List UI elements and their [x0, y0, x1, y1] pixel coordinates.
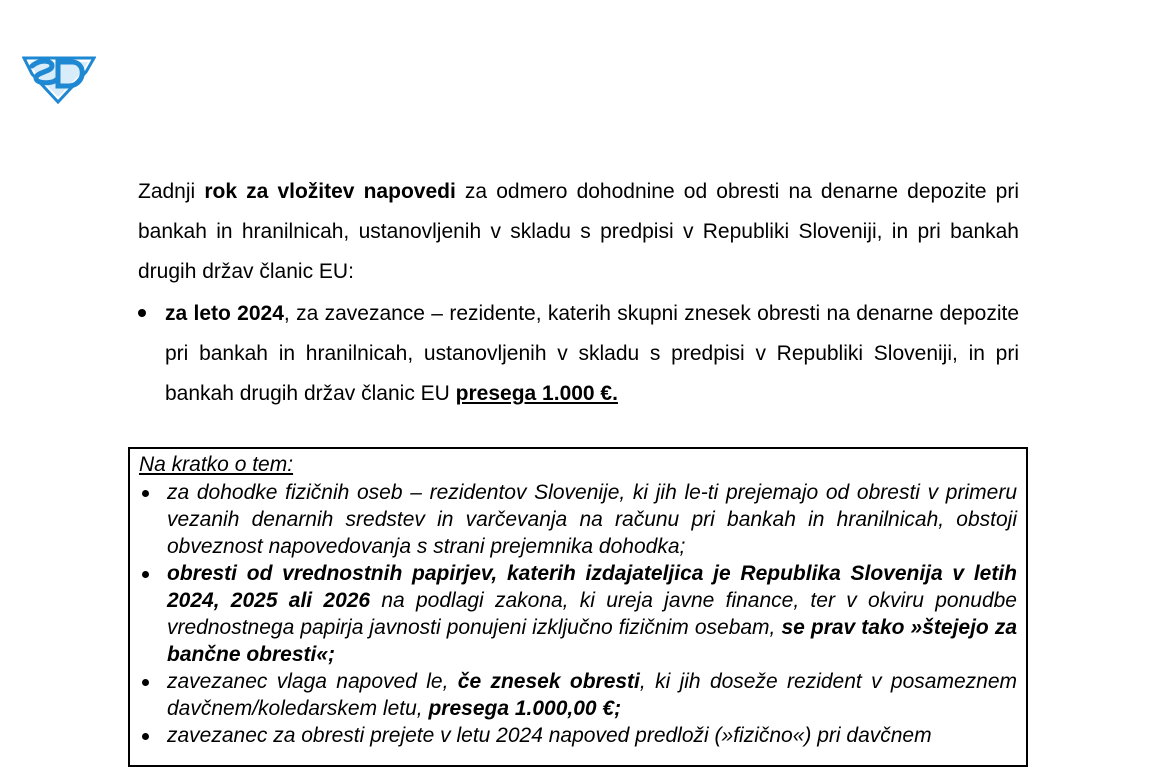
bullet-icon	[138, 309, 146, 317]
sd-logo-icon	[22, 50, 96, 104]
summary-item	[139, 668, 1017, 722]
summary-item-text: zavezanec vlaga napoved le,	[167, 670, 458, 693]
summary-item	[139, 722, 1017, 749]
bullet-icon	[142, 679, 149, 686]
summary-item	[139, 560, 1017, 668]
main-bullet-bold: za leto 2024	[165, 302, 284, 325]
summary-item-bold: se prav tako »štejejo za bančne obresti«;	[167, 616, 1017, 666]
summary-item-bold: če znesek obresti	[457, 670, 640, 693]
summary-box	[128, 447, 1028, 767]
intro-rest: za odmero dohodnine od obresti na denarne depozite pri bankah in hranilnicah, ustanovljenih v skladu s predpisi v Republiki Sloveniji, in pri bankah drugih držav članic EU:	[138, 180, 1019, 283]
intro-bold: rok za vložitev napovedi	[204, 180, 456, 203]
summary-item-text: za dohodke fizičnih oseb – rezidentov Slovenije, ki jih le-ti prejemajo od obresti v primeru vezanih denarnih sredstev in varčevanja na računu pri bankah in hranilnicah, obstoji obveznost napovedovanja s strani prejemnika dohodka;	[167, 481, 1017, 558]
summary-item	[139, 479, 1017, 560]
bullet-icon	[142, 490, 149, 497]
main-bullet-text: , za zavezance – rezidente, katerih skupni znesek obresti na denarne depozite pri bankah in hranilnicah, ustanovljenih v skladu s predpisi v Republiki Sloveniji, in pri bankah drugih držav članic EU	[165, 302, 1019, 405]
summary-item-bold: obresti od vrednostnih papirjev, katerih izdajateljica je Republika Slovenija v letih 2024, 2025 ali 2026	[167, 562, 1017, 612]
summary-item-text: na podlagi zakona, ki ureja javne finance, ter v okviru ponudbe vrednostnega papirja javnosti ponujeni izključno fizičnim osebam,	[167, 589, 1017, 639]
summary-title: Na kratko o tem:	[139, 453, 294, 476]
summary-list	[139, 479, 1017, 749]
bullet-icon	[142, 733, 149, 740]
intro-text: Zadnji	[138, 180, 205, 203]
intro-paragraph	[138, 172, 1019, 292]
summary-item-bold: presega 1.000,00 €;	[428, 697, 622, 720]
summary-item-text: , ki jih doseže rezident v posameznem davčnem/koledarskem letu,	[167, 670, 1017, 720]
main-bullet-item	[138, 294, 1019, 414]
summary-item-text: zavezanec za obresti prejete v letu 2024 napoved predloži (»fizično«) pri davčnem	[167, 724, 932, 747]
bullet-icon	[142, 571, 149, 578]
main-bullet-underlined: presega 1.000 €.	[455, 382, 618, 405]
